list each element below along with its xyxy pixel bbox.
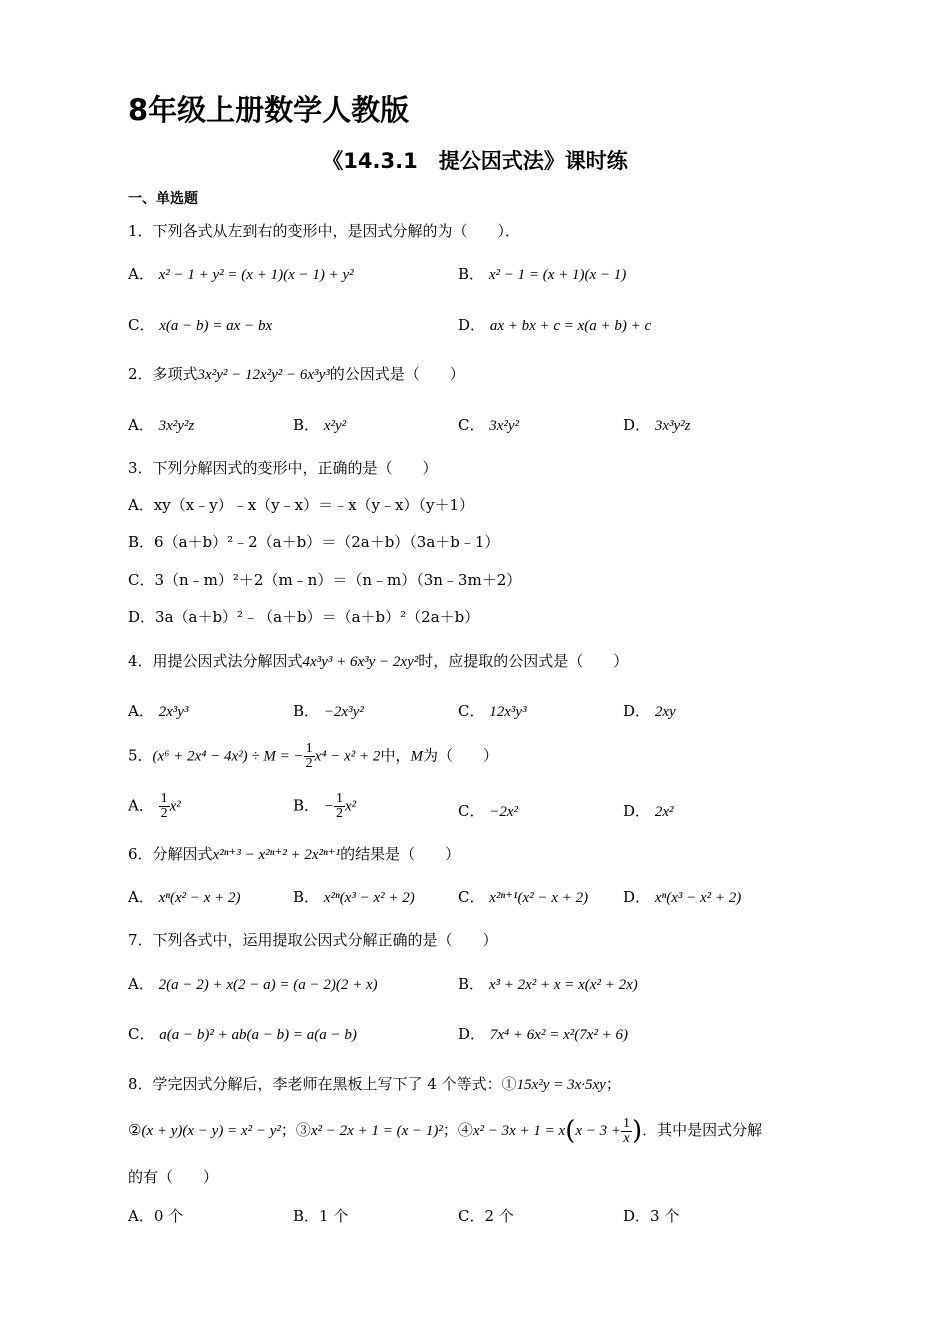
q2-option-d [623,414,690,435]
q6-option-b-math: x²ⁿ(x³ − x² + 2) [323,890,415,906]
q1-option-d-math: ax + bx + c = x(a + b) + c [489,318,652,334]
q4-option-c [458,700,527,721]
q4-stem-post: 时，应提取的公因式是（ ） [418,652,629,670]
q6-stem-post: 的结果是（ ） [340,845,461,863]
question-7-stem: 7．下列各式中，运用提取公因式分解正确的是（ ） [128,931,498,949]
q8-equation-2: (x + y)(x − y) = x² − y² [141,1123,281,1139]
q1-option-a-math: x² − 1 + y² = (x + 1)(x − 1) + y² [158,267,354,283]
q6-option-c-math: x²ⁿ⁺¹(x² − x + 2) [489,890,589,906]
option-label: C． [458,702,485,720]
q5-option-a-fraction [159,792,170,821]
q5-option-d [623,800,673,821]
q2-option-a [128,414,194,435]
option-label: C． [458,416,485,434]
q7-option-c-math: a(a − b)² + ab(a − b) = a(a − b) [159,1027,357,1043]
q5-option-a-math: x² [169,798,181,815]
q7-option-b-math: x³ + 2x² + x = x(x² + 2x) [488,977,638,993]
q7-option-b [458,973,638,994]
q5-option-b [293,792,356,821]
q1-option-a [128,263,354,284]
q8-stem-pre: 8．学完因式分解后，李老师在黑板上写下了 4 个等式：① [128,1075,517,1093]
q6-option-a [128,886,241,907]
q2-option-a-math: 3x²y²z [158,418,195,434]
q4-option-b-math: −2x³y² [323,704,364,720]
question-3-stem: 3．下列分解因式的变形中，正确的是（ ） [128,459,438,477]
q7-option-d-math: 7x⁴ + 6x² = x²(7x² + 6) [489,1027,629,1043]
q7-option-a [128,973,378,994]
q3-option-d: D．3a（a＋b）²﹣（a＋b）＝（a＋b）²（2a＋b） [128,608,480,626]
option-label: B． [458,975,485,993]
q5-stem-variable: M [410,748,423,765]
fraction-numerator: 1 [335,791,343,806]
fraction-numerator: 1 [305,741,313,756]
q1-option-c-math: x(a − b) = ax − bx [159,318,273,334]
fraction-denominator: 2 [305,756,313,771]
fraction-denominator: 2 [335,806,343,821]
q6-option-d-math: xⁿ(x³ − x² + 2) [654,890,742,906]
option-label: D． [623,888,651,906]
q8-separator: ； [605,1075,621,1093]
q8-option-c: C．2 个 [458,1207,514,1225]
option-label: A． [128,416,154,434]
fraction-numerator: 1 [623,1115,631,1131]
option-label: D． [623,802,651,820]
q6-option-c [458,886,588,907]
q4-option-c-math: 12x³y³ [489,704,527,720]
question-1-stem: 1．下列各式从左到右的变形中，是因式分解的为（ ）． [128,222,521,240]
q5-option-c-math: −2x² [489,804,519,820]
q2-stem-pre: 2．多项式 [128,365,198,383]
question-2-stem [128,363,465,384]
q5-stem-math-right: x⁴ − x² + 2 [314,748,381,765]
q5-option-a [128,792,181,821]
q2-option-d-math: 3x³y²z [654,418,691,434]
option-label: C． [128,316,155,334]
q1-option-b [458,263,626,284]
option-label: C． [458,802,485,820]
q4-option-d [623,700,676,721]
q8-option-d: D．3 个 [623,1207,680,1225]
question-8-stem-line-2 [128,1116,762,1146]
option-label: C． [458,888,485,906]
question-4-stem [128,650,628,671]
q5-stem-pre: 5． [128,746,153,765]
option-label: D． [458,316,486,334]
option-label: D． [623,702,651,720]
option-label: A． [128,702,154,720]
q6-option-a-math: xⁿ(x² − x + 2) [158,890,241,906]
q6-stem-pre: 6．分解因式 [128,845,213,863]
q7-option-a-math: 2(a − 2) + x(2 − a) = (a − 2)(2 + x) [158,977,378,993]
q8-option-a: A．0 个 [128,1207,184,1225]
q2-stem-post: 的公因式是（ ） [329,365,465,383]
q8-equation-4: x² − 3x + 1 = x [472,1123,566,1139]
q4-option-a [128,700,188,721]
question-8-stem-line-3: 的有（ ） [128,1168,219,1186]
question-8-stem-line-1 [128,1073,621,1094]
worksheet-title: 《14.3.1 提公因式法》课时练 [322,149,628,173]
option-label: A． [128,888,154,906]
q8-circle-4: ；④ [442,1121,473,1139]
q5-stem-post2: 为（ ） [422,746,498,765]
q8-circle-3: ；③ [280,1121,311,1139]
q2-option-b-math: x²y² [323,418,347,434]
q6-stem-math: x²ⁿ⁺³ − x²ⁿ⁺² + 2x²ⁿ⁺¹ [212,847,341,863]
q6-option-b [293,886,415,907]
q8-paren-right: ) [632,1116,643,1146]
q5-option-b-math: x² [344,798,357,815]
option-label: A． [128,796,154,815]
q5-option-c [458,800,518,821]
q3-option-b: B．6（a＋b）²﹣2（a＋b）＝（2a＋b）（3a＋b﹣1） [128,533,500,551]
option-label: B． [293,888,320,906]
question-6-stem [128,843,460,864]
q8-paren-left: ( [565,1116,576,1146]
q2-option-b [293,414,346,435]
question-5-stem [128,742,498,771]
option-label: D． [623,416,651,434]
fraction-denominator: 2 [160,806,168,821]
q4-option-a-math: 2x³y³ [158,704,189,720]
grade-heading: 8年级上册数学人教版 [128,93,410,127]
q1-option-b-math: x² − 1 = (x + 1)(x − 1) [488,267,627,283]
q6-option-d [623,886,741,907]
option-label: B． [458,265,485,283]
q8-stem-post: ．其中是因式分解 [642,1121,763,1139]
q3-option-c: C．3（n﹣m）²＋2（m﹣n）＝（n﹣m）（3n﹣3m＋2） [128,571,522,589]
option-label: A． [128,265,154,283]
q7-option-d [458,1023,628,1044]
q2-option-c-math: 3x²y² [489,418,520,434]
q5-option-b-fraction [334,792,345,821]
option-label: D． [458,1025,486,1043]
option-label: B． [293,796,320,815]
option-label: B． [293,702,320,720]
q8-option-b: B．1 个 [293,1207,349,1225]
q2-option-c [458,414,519,435]
option-label: A． [128,975,154,993]
q5-stem-math-left: (x⁶ + 2x⁴ − 4x²) ÷ M = − [152,748,304,765]
q1-option-d [458,314,651,335]
section-heading: 一、单选题 [128,191,198,207]
q3-option-a: A．xy（x﹣y）﹣x（y﹣x）＝﹣x（y﹣x）（y＋1） [128,496,475,514]
q5-option-b-sign: − [323,798,334,815]
q4-option-b [293,700,364,721]
q5-stem-post: 中， [380,746,411,765]
q7-option-c [128,1023,357,1044]
q1-option-c [128,314,272,335]
q4-stem-pre: 4．用提公因式法分解因式 [128,652,303,670]
q8-equation-4-fraction [621,1117,632,1146]
fraction-denominator: x [623,1130,630,1146]
option-label: C． [128,1025,155,1043]
q8-equation-4-inner: x − 3 + [575,1123,622,1139]
fraction-numerator: 1 [160,791,168,806]
q8-circle-2: ② [128,1121,142,1139]
q4-stem-math: 4x³y³ + 6x³y − 2xy² [302,654,419,670]
option-label: B． [293,416,320,434]
q4-option-d-math: 2xy [654,704,676,720]
q8-equation-3: x² − 2x + 1 = (x − 1)² [310,1123,443,1139]
q8-equation-1: 15x²y = 3x·5xy [516,1077,606,1093]
q2-stem-math: 3x²y² − 12x²y² − 6x³y³ [197,367,330,383]
q5-option-d-math: 2x² [654,804,674,820]
q5-stem-fraction [304,742,315,771]
